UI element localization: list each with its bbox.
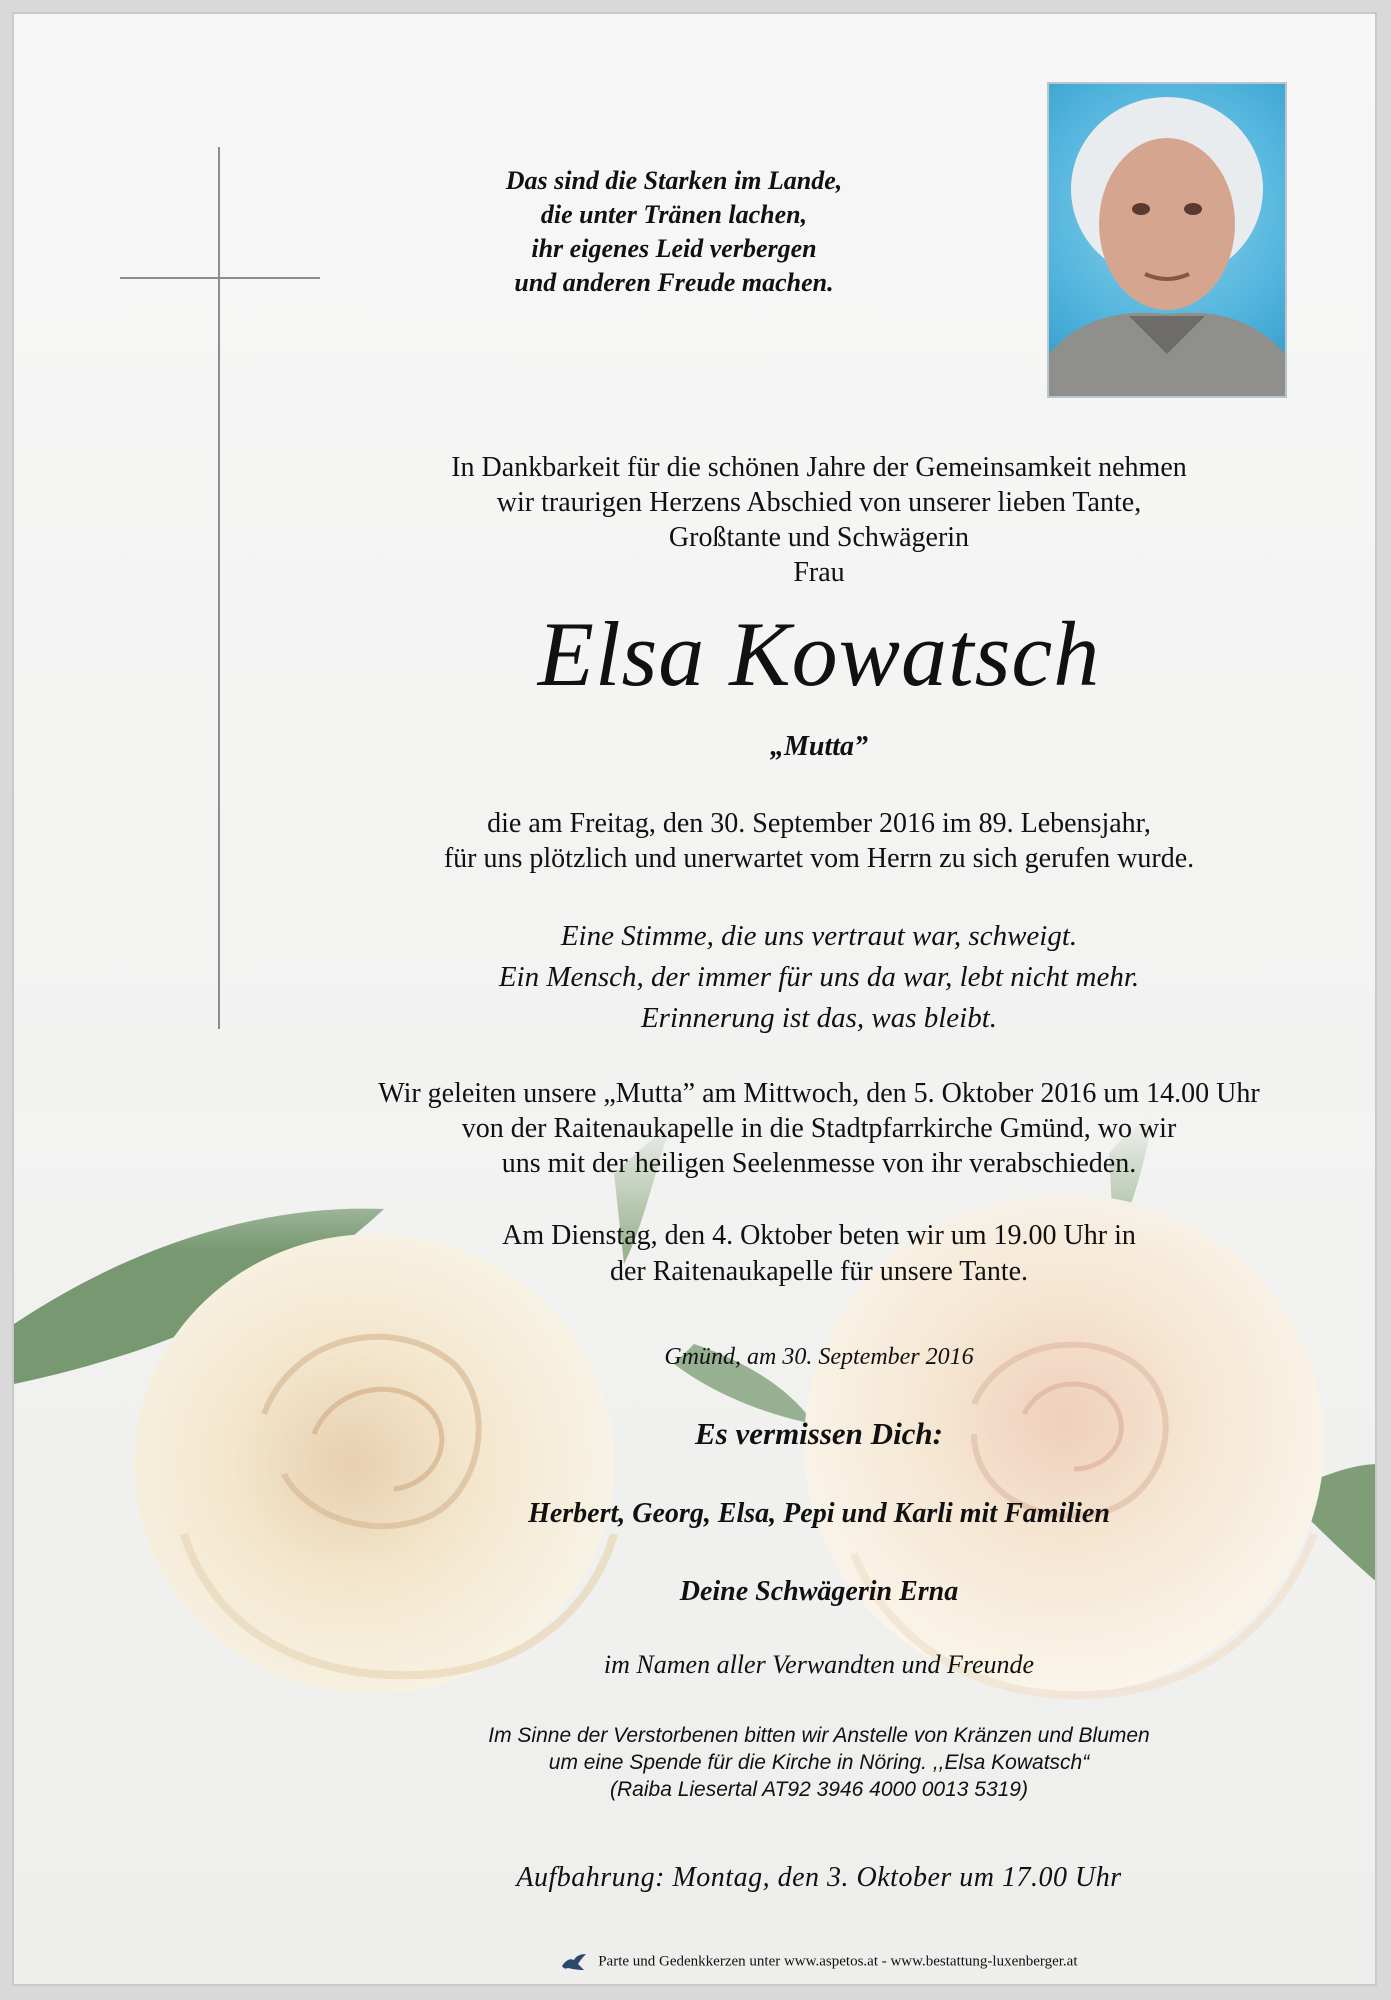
mourners-others: im Namen aller Verwandten und Freunde <box>603 1650 1035 1679</box>
intro-line: wir traurigen Herzens Abschied von unserer lieben Tante, <box>496 487 1142 518</box>
donation-line: Im Sinne der Verstorbenen bitten wir Anstelle von Kränzen und Blumen <box>488 1724 1150 1747</box>
prayer-line: der Raitenaukapelle für unsere Tante. <box>609 1256 1029 1287</box>
deceased-name: Elsa Kowatsch <box>537 603 1101 705</box>
donation-line: (Raiba Liesertal AT92 3946 4000 0013 5319) <box>610 1778 1028 1801</box>
viewing-details: Aufbahrung: Montag, den 3. Oktober um 17.00 Uhr <box>516 1862 1122 1893</box>
deceased-nickname: „Mutta” <box>769 731 869 762</box>
funeral-line: uns mit der heiligen Seelenmesse von ihr verabschieden. <box>501 1148 1137 1179</box>
donation-line: um eine Spende für die Kirche in Nöring. ,,Elsa Kowatsch“ <box>548 1751 1090 1774</box>
obituary-sheet <box>12 12 1377 1986</box>
cross-vertical-line <box>218 147 220 1029</box>
dove-icon <box>560 1952 588 1972</box>
quote-line: ihr eigenes Leid verbergen <box>531 234 817 263</box>
intro-line: In Dankbarkeit für die schönen Jahre der Gemeinsamkeit nehmen <box>451 452 1187 483</box>
funeral-line: von der Raitenaukapelle in die Stadtpfarrkirche Gmünd, wo wir <box>461 1113 1177 1144</box>
funeral-details <box>244 1076 1377 1181</box>
mourners-family: Herbert, Georg, Elsa, Pepi und Karli mit Familien <box>528 1498 1110 1529</box>
poem-line: Eine Stimme, die uns vertraut war, schweigt. <box>560 920 1078 952</box>
intro-line: Frau <box>793 557 845 588</box>
footer <box>244 1952 1377 1972</box>
portrait-illustration <box>1049 84 1285 396</box>
quote-line: und anderen Freude machen. <box>514 268 834 297</box>
prayer-line: Am Dienstag, den 4. Oktober beten wir um 19.00 Uhr in <box>502 1220 1136 1251</box>
opening-quote <box>434 164 914 300</box>
mourners-sister-in-law: Deine Schwägerin Erna <box>679 1576 959 1607</box>
prayer-details <box>244 1218 1377 1290</box>
intro-line: Großtante und Schwägerin <box>668 522 970 553</box>
poem-line: Ein Mensch, der immer für uns da war, lebt nicht mehr. <box>498 961 1140 993</box>
quote-line: Das sind die Starken im Lande, <box>505 166 843 195</box>
memorial-poem <box>244 916 1377 1039</box>
mourners-heading: Es vermissen Dich: <box>695 1416 943 1451</box>
poem-line: Erinnerung ist das, was bleibt. <box>640 1002 998 1034</box>
funeral-line: Wir geleiten unsere „Mutta” am Mittwoch, den 5. Oktober 2016 um 14.00 Uhr <box>378 1078 1260 1109</box>
death-notice <box>244 806 1377 876</box>
cross-horizontal-line <box>120 277 320 279</box>
death-line: die am Freitag, den 30. September 2016 im 89. Lebensjahr, <box>487 808 1151 839</box>
donation-request <box>244 1722 1377 1803</box>
place-and-date: Gmünd, am 30. September 2016 <box>664 1344 974 1370</box>
death-line: für uns plötzlich und unerwartet vom Herrn zu sich gerufen wurde. <box>443 843 1195 874</box>
intro-paragraph <box>254 450 1377 590</box>
portrait-photo <box>1047 82 1287 398</box>
quote-line: die unter Tränen lachen, <box>540 200 808 229</box>
footer-text[interactable]: Parte und Gedenkkerzen unter www.aspetos.at - www.bestattung-luxenberger.at <box>598 1953 1078 1970</box>
